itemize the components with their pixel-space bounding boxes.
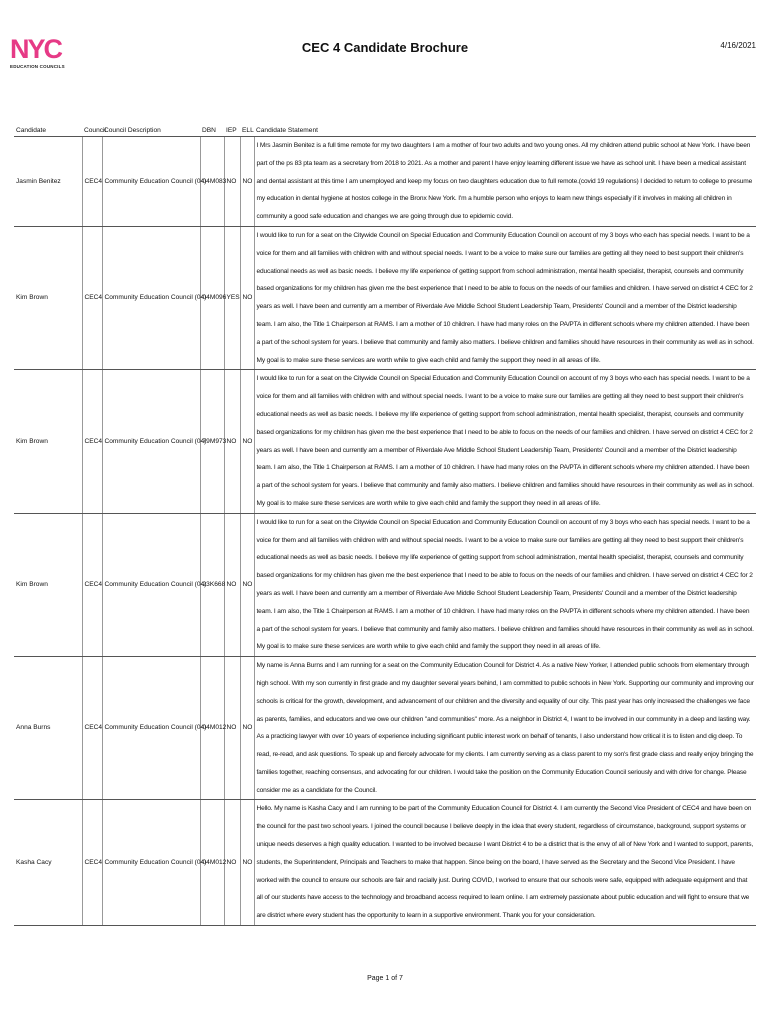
ell: NO [240,226,254,369]
col-header-ell: ELL [240,125,254,137]
candidate-name: Kim Brown [14,513,82,656]
dbn: 04M096 [200,226,224,369]
table-row [14,226,756,369]
candidate-statement: I would like to run for a seat on the Citywide Council on Special Education and Community Education Council on account of my 3 boys who each has special needs. I want to be a voice for them and all families with children with and without special needs. I want to be a voice to make sure our families are getting all they need to best support their children's educational needs as well as basic needs. I believe my life experience of getting support from school administration, mental health specialist, therapist, counsels and community based organizations for my children has given me the best experience that I need to be able to focus on the needs of our families and children. I have served on district 4 CEC for 2 years as well. I have been and currently am a member of Riverdale Ave Middle School Student Leadership Team, Presidents' Council and a member of the District leadership team. I am also, the Title 1 Chairperson at RAMS. I am a mother of 10 children. I have had many roles on the PA/PTA in different schools where my children attended. I have been a part of the school system for years. I believe that community and family also matters. I believe children and families should have resources in their community as well as in school. My goal is to make sure these services are worth while to give each child and family the support they need in all areas of life. [254,226,756,369]
council-code: CEC4 [82,226,102,369]
report-date: 4/16/2021 [720,41,756,50]
iep: NO [224,800,240,926]
ell: NO [240,513,254,656]
dbn: 23K668 [200,513,224,656]
council-description: Community Education Council (04) [102,137,200,227]
candidate-table [14,125,756,926]
ell: NO [240,657,254,800]
table-row [14,370,756,513]
ell: NO [240,137,254,227]
council-code: CEC4 [82,513,102,656]
col-header-candidate-statement: Candidate Statement [254,125,756,137]
council-description: Community Education Council (04) [102,657,200,800]
iep: NO [224,370,240,513]
dbn: 04M012 [200,800,224,926]
page-title: CEC 4 Candidate Brochure [301,40,469,55]
iep: NO [224,513,240,656]
table-row [14,137,756,227]
table-header-row [14,125,756,137]
council-description: Community Education Council (04) [102,800,200,926]
candidate-name: Kasha Cacy [14,800,82,926]
ell: NO [240,370,254,513]
council-description: Community Education Council (04) [102,370,200,513]
col-header-dbn: DBN [200,125,224,137]
logo-subtitle: EDUCATION COUNCILS [10,64,65,69]
candidate-statement: I would like to run for a seat on the Citywide Council on Special Education and Community Education Council on account of my 3 boys who each has special needs. I want to be a voice for them and all families with children with and without special needs. I want to be a voice to make sure our families are getting all they need to best support their children's educational needs as well as basic needs. I believe my life experience of getting support from school administration, mental health specialist, therapist, counsels and community based organizations for my children has given me the best experience that I need to be able to focus on the needs of our families and children. I have served on district 4 CEC for 2 years as well. I have been and currently am a member of Riverdale Ave Middle School Student Leadership Team, Presidents' Council and a member of the District leadership team. I am also, the Title 1 Chairperson at RAMS. I am a mother of 10 children. I have had many roles on the PA/PTA in different schools where my children attended. I have been a part of the school system for years. I believe that community and family also matters. I believe children and families should have resources in their community as well as in school. My goal is to make sure these services are worth while to give each child and family the support they need in all areas of life. [254,513,756,656]
table-row [14,513,756,656]
page-number: Page 1 of 7 [367,975,403,982]
candidate-statement: Hello. My name is Kasha Cacy and I am running to be part of the Community Education Council for District 4. I am currently the Second Vice President of CEC4 and have been on the council for the past two school years. I joined the council because I believe deeply in the idea that every student, regardless of circumstance, background, support systems or unique needs deserves a high quality education. I wanted to be involved because I want District 4 to be a district that is the envy of all of New York and I wanted to support, parents, students, the Superintendent, Principals and Teachers to make that happen. Since being on the board, I have served as the Secretary and the Second Vice President. I have worked with the council to ensure our schools are fair and racially just. During COVID, I worked to ensure that our schools were safe, equipped with adequate equipment and that all of our students have access to the technology and broadband access required to learn online. I am extremely passionate about public education and will fight to ensure that we are district where every student has the opportunity to learn in a supportive environment. Thank you for your consideration. [254,800,756,926]
iep: NO [224,137,240,227]
candidate-name: Kim Brown [14,370,82,513]
council-code: CEC4 [82,657,102,800]
council-code: CEC4 [82,137,102,227]
dbn: 79M973 [200,370,224,513]
col-header-iep: IEP [224,125,240,137]
table-row [14,800,756,926]
logo-text: NYC [10,34,62,64]
candidate-name: Jasmin Benitez [14,137,82,227]
council-description: Community Education Council (04) [102,226,200,369]
candidate-statement: I Mrs Jasmin Benitez is a full time remote for my two daughters I am a mother of four two adults and two young ones. All my children attend public school at New York. I have been part of the ps 83 pta team as a secretary from 2018 to 2021. As a mother and parent I have enjoy learning different issue we have as school unit. I have been a medical assistant and dental assistant at this time I am unemployed and keep my focus on two daughters education due to full remote.(covid 19 regulations) I decided to return to college to presume my education in dental hygiene at hostos college in the Bronx New York. I'm a humble person who enjoys to learn new things especially if it involves in making all children in community a good safe education and changes we are going through due to epidemic covid. [254,137,756,227]
council-code: CEC4 [82,370,102,513]
candidate-name: Kim Brown [14,226,82,369]
candidate-statement: I would like to run for a seat on the Citywide Council on Special Education and Community Education Council on account of my 3 boys who each has special needs. I want to be a voice for them and all families with children with and without special needs. I want to be a voice to make sure our families are getting all they need to best support their children's educational needs as well as basic needs. I believe my life experience of getting support from school administration, mental health specialist, therapist, counsels and community based organizations for my children has given me the best experience that I need to be able to focus on the needs of our families and children. I have served on district 4 CEC for 2 years as well. I have been and currently am a member of Riverdale Ave Middle School Student Leadership Team, Presidents' Council and a member of the District leadership team. I am also, the Title 1 Chairperson at RAMS. I am a mother of 10 children. I have had many roles on the PA/PTA in different schools where my children attended. I have been a part of the school system for years. I believe that community and family also matters. I believe children and families should have resources in their community as well as in school. My goal is to make sure these services are worth while to give each child and family the support they need in all areas of life. [254,370,756,513]
council-description: Community Education Council (04) [102,513,200,656]
dbn: 04M012 [200,657,224,800]
table-row [14,657,756,800]
candidate-name: Anna Burns [14,657,82,800]
col-header-council: Council [82,125,102,137]
ell: NO [240,800,254,926]
candidate-statement: My name is Anna Burns and I am running for a seat on the Community Education Council for District 4. As a native New Yorker, I attended public schools from elementary through high school. With my son currently in first grade and my daughter several years behind, I am committed to public schools in New York. Supporting our community and improving our schools is critical for the growth, development, and advancement of our children and the diversity and equality of our city. This past year has only increased the challenges we face as parents, families, and educators and we owe our children "and communities" more. As a neighbor in District 4, I want to be involved in our community in a deep and lasting way. As a practicing lawyer with over 10 years of experience including significant public interest work on behalf of tenants, I also understand how critical it is to listen and dig deep. To read, re-read, and ask questions. To speak up and fiercely advocate for my clients. I am currently serving as a class parent to my son's first grade class and really enjoy bringing the families together, reaching consensus, and advocating for our children. I would take the position on the Community Education Council seriously and with drive for change. Please consider me as a candidate for the Council. [254,657,756,800]
col-header-council-description: Council Description [102,125,200,137]
council-code: CEC4 [82,800,102,926]
iep: NO [224,657,240,800]
iep: YES [224,226,240,369]
dbn: 04M083 [200,137,224,227]
col-header-candidate: Candidate [14,125,82,137]
